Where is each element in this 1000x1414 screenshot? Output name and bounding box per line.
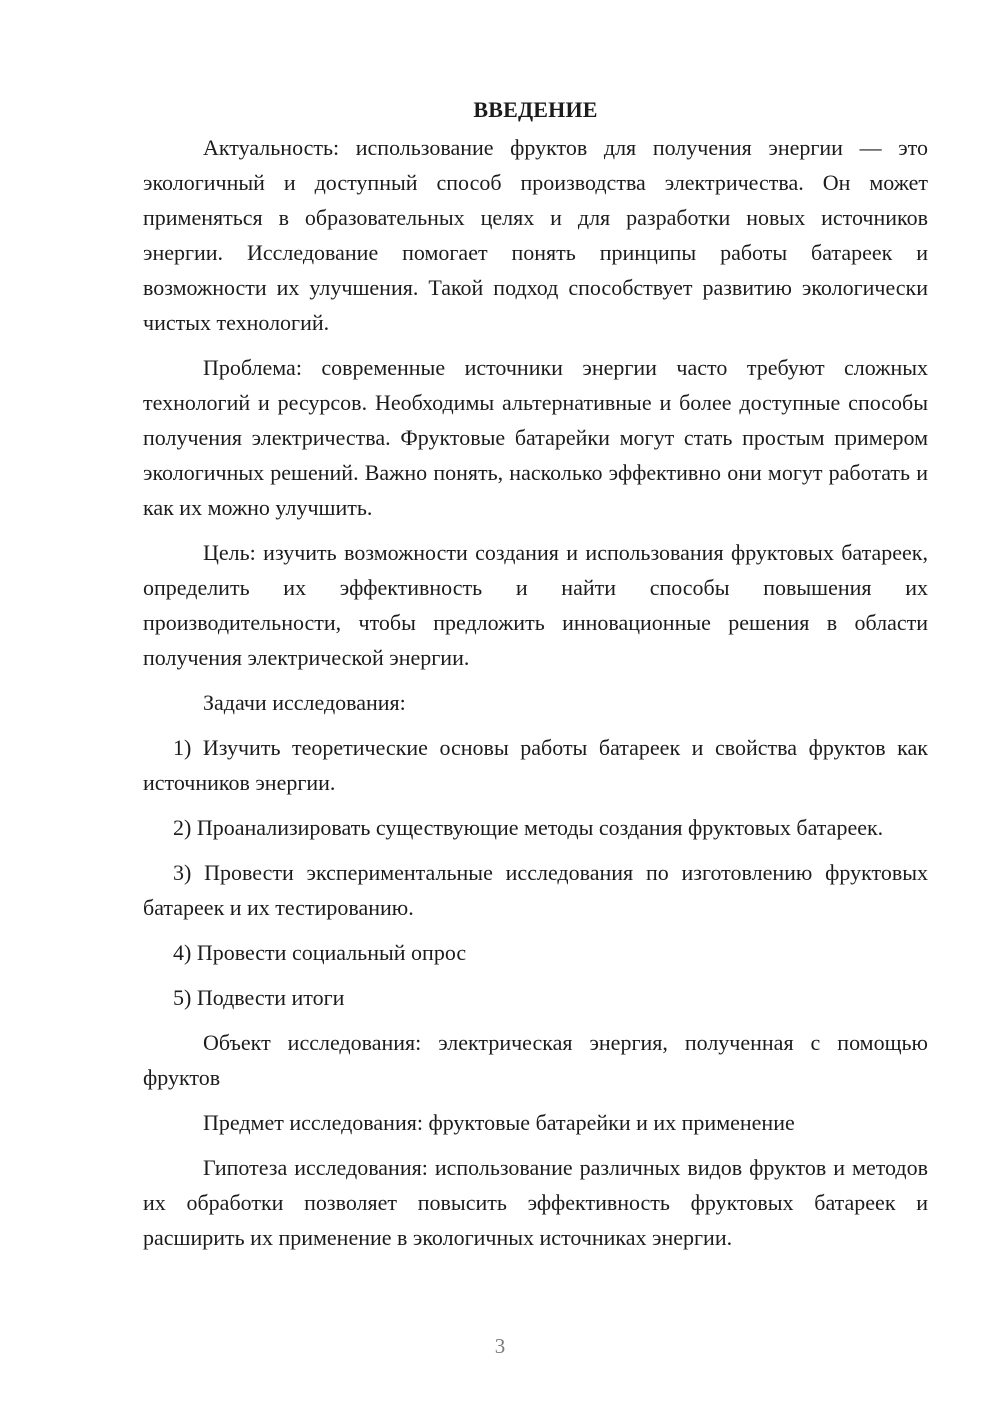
paragraph-relevance: Актуальность: использование фруктов для получения энергии — это экологичный и доступный способ производства электричества. Он может применяться в образовательных целях и для разработки новых источников энергии. Исследование помогает понять принципы работы батареек и возможности их улучшения. Такой подход способствует развитию экологически чистых технологий. [143, 135, 928, 335]
task-item-3: 3) Провести экспериментальные исследования по изготовлению фруктовых батареек и их тестированию. [143, 860, 928, 920]
paragraph-goal: Цель: изучить возможности создания и использования фруктовых батареек, определить их эффективность и найти способы повышения их производительности, чтобы предложить инновационные решения в области получения электрической энергии. [143, 540, 928, 670]
document-page [143, 94, 928, 1265]
paragraph-hypothesis: Гипотеза исследования: использование различных видов фруктов и методов их обработки позволяет повысить эффективность фруктовых батареек и расширить их применение в экологичных источниках энергии. [143, 1155, 928, 1250]
tasks-heading: Задачи исследования: [203, 690, 406, 715]
page-number: 3 [494, 1334, 506, 1358]
task-item-5: 5) Подвести итоги [173, 985, 345, 1010]
task-item-2: 2) Проанализировать существующие методы создания фруктовых батареек. [173, 815, 884, 840]
paragraph-subject: Предмет исследования: фруктовые батарейки и их применение [203, 1110, 795, 1135]
task-item-4: 4) Провести социальный опрос [173, 940, 467, 965]
section-title: ВВЕДЕНИЕ [473, 97, 598, 122]
paragraph-problem: Проблема: современные источники энергии часто требуют сложных технологий и ресурсов. Необходимы альтернативные и более доступные способы получения электричества. Фруктовые батарейки могут стать простым примером экологичных решений. Важно понять, насколько эффективно они могут работать и как их можно улучшить. [143, 355, 928, 520]
paragraph-object: Объект исследования: электрическая энергия, полученная с помощью фруктов [143, 1030, 928, 1090]
task-item-1: 1) Изучить теоретические основы работы батареек и свойства фруктов как источников энергии. [143, 735, 928, 795]
